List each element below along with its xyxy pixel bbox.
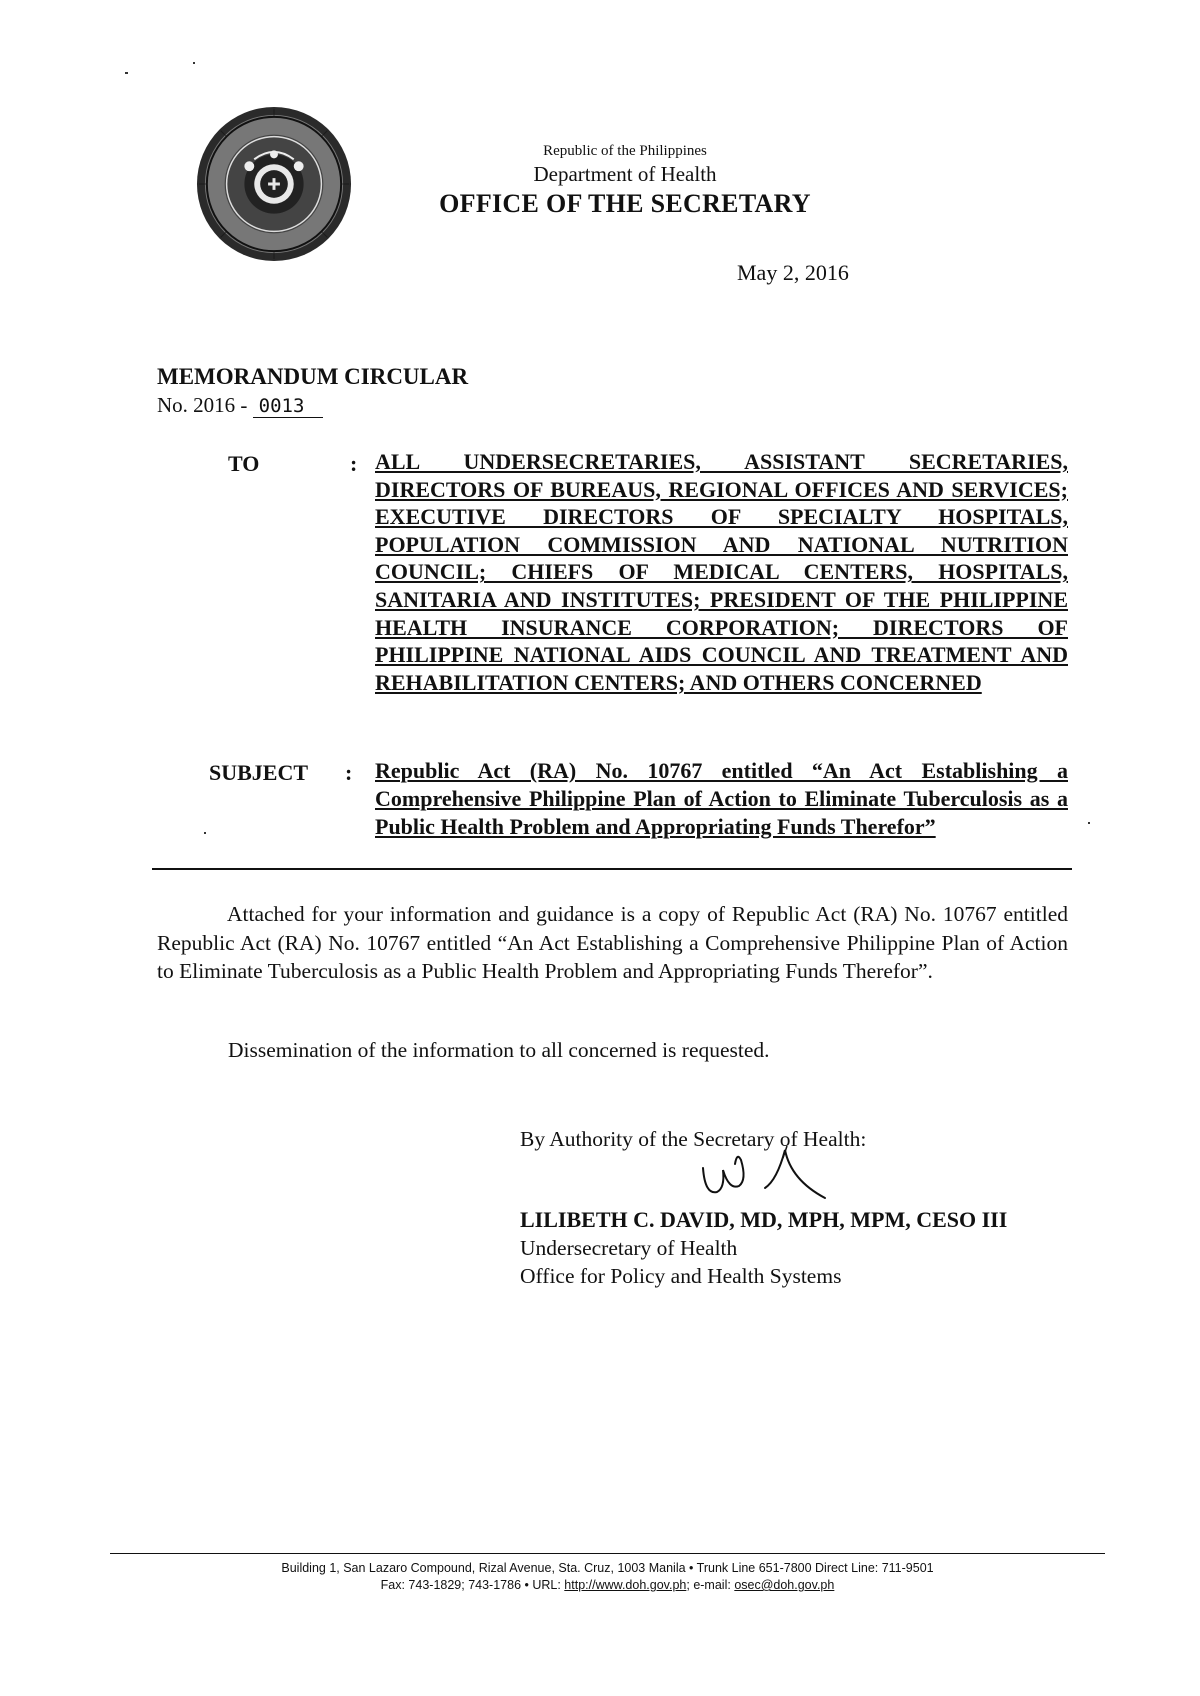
divider — [152, 868, 1072, 870]
subject-text: Republic Act (RA) No. 10767 entitled “An Act Establishing a Comprehensive Philippine Plan of Action to Eliminate Tuberculosis as a Public Health Problem and Appropriating Funds Therefor” — [375, 758, 1068, 839]
to-colon: : — [350, 451, 358, 476]
scan-speck — [125, 72, 128, 74]
country-name: Republic of the Philippines — [543, 143, 707, 159]
memo-number — [157, 393, 323, 418]
memo-date: May 2, 2016 — [737, 260, 849, 285]
scan-speck — [204, 832, 206, 834]
footer-url-link[interactable]: http://www.doh.gov.ph — [564, 1578, 687, 1592]
subject-label: SUBJECT — [209, 760, 309, 785]
authority-line: By Authority of the Secretary of Health: — [520, 1127, 867, 1151]
office-name: OFFICE OF THE SECRETARY — [439, 189, 811, 218]
footer-fax: Fax: 743-1829; 743-1786 • URL: — [380, 1578, 565, 1592]
to-label: TO — [228, 451, 260, 476]
footer-email-label: ; e-mail: — [686, 1578, 735, 1592]
footer-email-link[interactable]: osec@doh.gov.ph — [734, 1578, 835, 1592]
memo-number-prefix: No. 2016 - — [157, 393, 248, 417]
body-paragraph: Attached for your information and guidance is a copy of Republic Act (RA) No. 10767 entitled Republic Act (RA) No. 10767 entitled “An Act Establishing a Comprehensive Philippine Plan of Action to Eliminate Tuberculosis as a Public Health Problem and Appropriating Funds Therefor”. — [157, 902, 1068, 983]
subject-colon: : — [345, 760, 353, 785]
footer-divider — [110, 1553, 1105, 1554]
department-name: Department of Health — [533, 162, 717, 186]
body-paragraph: Dissemination of the information to all concerned is requested. — [228, 1038, 770, 1062]
letterhead — [400, 143, 850, 219]
footer-contact — [110, 1577, 1105, 1594]
memo-number-value: 0013 — [253, 395, 323, 418]
footer-address: Building 1, San Lazaro Compound, Rizal Avenue, Sta. Cruz, 1003 Manila • Trunk Line 651-7800 Direct Line: 711-9501 — [281, 1561, 934, 1575]
signatory-title: Undersecretary of Health — [520, 1236, 738, 1260]
signatory-name: LILIBETH C. DAVID, MD, MPH, MPM, CESO III — [520, 1207, 1008, 1232]
footer — [110, 1560, 1105, 1594]
signatory-office: Office for Policy and Health Systems — [520, 1264, 842, 1288]
handwritten-signature — [695, 1140, 855, 1210]
to-recipients: ALL UNDERSECRETARIES, ASSISTANT SECRETARIES, DIRECTORS OF BUREAUS, REGIONAL OFFICES AND SERVICES; EXECUTIVE DIRECTORS OF SPECIALTY HOSPITALS, POPULATION COMMISSION AND NATIONAL NUTRITION COUNCIL; CHIEFS OF MEDICAL CENTERS, HOSPITALS, SANITARIA AND INSTITUTES; PRESIDENT OF THE PHILIPPINE HEALTH INSURANCE CORPORATION; DIRECTORS OF PHILIPPINE NATIONAL AIDS COUNCIL AND TREATMENT AND REHABILITATION CENTERS; AND OTHERS CONCERNED — [375, 449, 1068, 695]
scan-speck — [193, 62, 195, 64]
scan-speck — [1088, 822, 1090, 824]
doh-seal-icon — [195, 105, 353, 263]
memo-title: MEMORANDUM CIRCULAR — [157, 364, 469, 389]
